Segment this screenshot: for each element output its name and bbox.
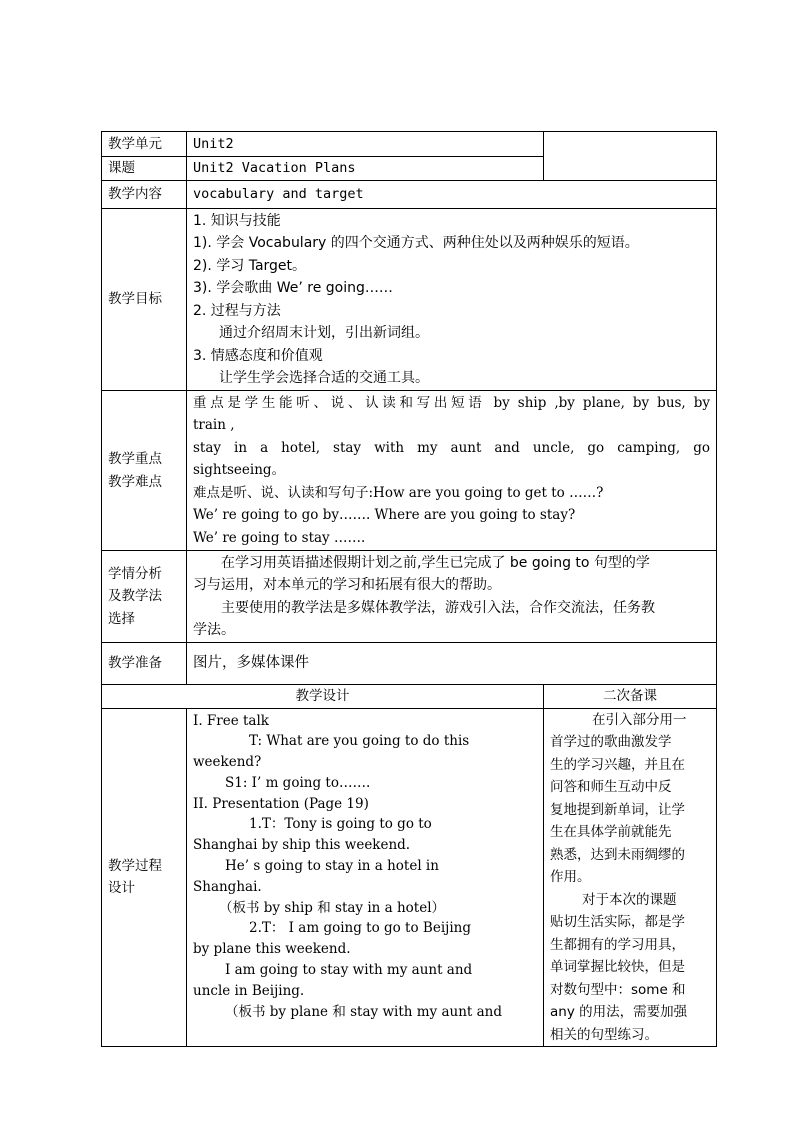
key-point-line: 难点是听、说、认读和写句子:How are you going to get to ……?	[193, 484, 604, 501]
key-point-line: train ,	[193, 417, 235, 434]
analysis-label-line: 选择	[108, 610, 135, 627]
goals-content	[187, 209, 717, 391]
analysis-line: 在学习用英语描述假期计划之前,学生已完成了 be going to 句型的学	[221, 554, 650, 571]
key-point-line: sightseeing。	[193, 462, 286, 479]
row-analysis	[102, 551, 717, 643]
goal-line: 3). 学会歌曲 We’ re going……	[193, 280, 393, 296]
row-process	[102, 708, 717, 1047]
note-line: any 的用法，需要加强	[550, 1004, 688, 1020]
goal-line: 通过介绍周末计划，引出新词组。	[219, 325, 429, 341]
process-label-line: 教学过程	[108, 857, 162, 874]
key-point-line: We’ re going to stay …….	[193, 529, 366, 546]
process-line: （板书 by ship 和 stay in a hotel）	[219, 899, 446, 916]
process-line: Shanghai.	[193, 878, 262, 895]
process-line: （板书 by plane 和 stay with my aunt and	[225, 1003, 502, 1020]
key-point-line: stay in a hotel, stay with my aunt and uncle, go camping, go	[193, 439, 710, 456]
process-line: uncle in Beijing.	[193, 982, 305, 999]
analysis-content	[187, 551, 717, 643]
analysis-line: 学法。	[193, 622, 235, 638]
note-line: 熟悉，达到未雨绸缪的	[550, 846, 685, 863]
second-prep-header: 二次备课	[544, 685, 717, 709]
blank-cell	[544, 132, 717, 181]
content-value: vocabulary and target	[187, 181, 717, 209]
prep-label: 教学准备	[102, 643, 187, 685]
process-content	[187, 708, 544, 1047]
goal-line: 1. 知识与技能	[193, 212, 281, 229]
note-line: 对于本次的课题	[582, 891, 677, 908]
process-line: T: What are you going to do this	[249, 733, 470, 750]
row-prep	[102, 643, 717, 685]
analysis-line: 习与运用，对本单元的学习和拓展有很大的帮助。	[193, 577, 501, 593]
lesson-plan-document	[101, 131, 716, 1043]
row-unit	[102, 132, 717, 157]
process-line: 1.T：Tony is going to go to	[249, 816, 432, 833]
prep-value: 图片，多媒体课件	[187, 643, 717, 685]
content-label: 教学内容	[102, 181, 187, 209]
note-line: 复地提到新单词，让学	[550, 801, 685, 818]
key-points-label-line: 教学重点	[108, 451, 162, 467]
note-line: 单词掌握比较快，但是	[550, 959, 685, 975]
key-point-line: We’ re going to go by……. Where are you going to stay?	[193, 507, 576, 524]
process-line: S1: I’ m going to…….	[225, 774, 371, 791]
unit-value: Unit2	[187, 132, 544, 157]
note-line: 相关的句型练习。	[550, 1026, 658, 1043]
process-label	[102, 708, 187, 1047]
row-goals	[102, 209, 717, 391]
note-line: 作用。	[550, 869, 591, 885]
process-line: He’ s going to stay in a hotel in	[225, 858, 439, 875]
note-line: 首学过的歌曲激发学	[550, 734, 672, 750]
topic-value: Unit2 Vacation Plans	[187, 157, 544, 181]
goal-line: 1). 学会 Vocabulary 的四个交通方式、两种住处以及两种娱乐的短语。	[193, 235, 639, 251]
process-line: I am going to stay with my aunt and	[225, 962, 473, 979]
unit-label: 教学单元	[102, 132, 187, 157]
key-points-label-line: 教学难点	[108, 473, 162, 490]
process-line: Shanghai by ship this weekend.	[193, 837, 411, 854]
key-points-content	[187, 391, 717, 551]
topic-label: 课题	[102, 157, 187, 181]
note-line: 在引入部分用一	[592, 711, 687, 728]
row-key-points	[102, 391, 717, 551]
process-line: 2.T： I am going to go to Beijing	[249, 920, 471, 937]
note-line: 生在具体学前就能先	[550, 824, 672, 840]
goal-line: 3. 情感态度和价值观	[193, 347, 323, 364]
process-line: weekend?	[193, 754, 262, 771]
analysis-label	[102, 551, 187, 643]
note-line: 对数句型中：some 和	[550, 981, 686, 998]
note-line: 贴切生活实际，都是学	[550, 914, 685, 930]
analysis-line: 主要使用的教学法是多媒体教学法，游戏引入法，合作交流法，任务教	[221, 599, 655, 616]
design-header: 教学设计	[102, 685, 544, 709]
goal-line: 2. 过程与方法	[193, 302, 281, 319]
key-point-line: 重点是学生能听、说、认读和写出短语 by ship ,by plane, by bus, by	[193, 394, 710, 411]
note-line: 问答和师生互动中反	[550, 779, 672, 795]
process-label-line: 设计	[108, 880, 135, 897]
note-line: 生都拥有的学习用具，	[550, 936, 685, 953]
goal-line: 2). 学习 Target。	[193, 257, 307, 274]
process-line: II. Presentation (Page 19)	[193, 795, 369, 812]
key-points-label	[102, 391, 187, 551]
analysis-label-line: 学情分析	[108, 565, 162, 582]
row-content	[102, 181, 717, 209]
note-line: 生的学习兴趣，并且在	[550, 756, 685, 773]
analysis-label-line: 及教学法	[108, 588, 162, 605]
process-line: I. Free talk	[193, 712, 269, 729]
lesson-plan-table	[101, 131, 717, 1047]
goal-line: 让学生学会选择合适的交通工具。	[219, 370, 429, 386]
goals-label: 教学目标	[102, 209, 187, 391]
row-design-header	[102, 685, 717, 709]
second-prep-notes	[544, 708, 717, 1047]
process-line: by plane this weekend.	[193, 941, 351, 958]
